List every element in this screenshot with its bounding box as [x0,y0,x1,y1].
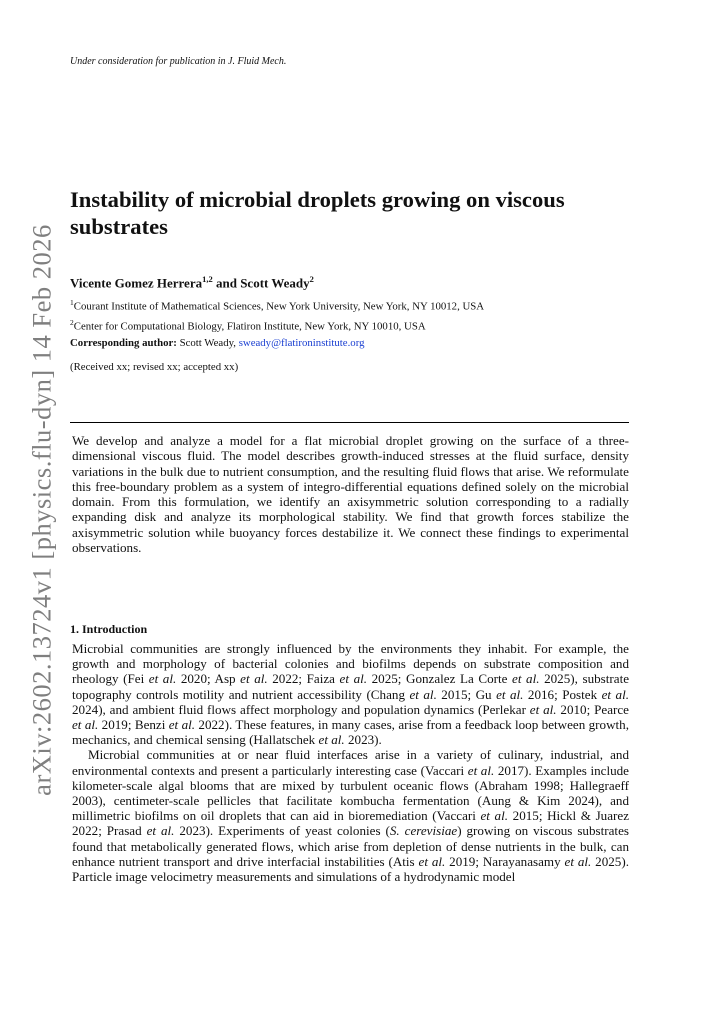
arxiv-identifier: arXiv:2602.13724v1 [physics.flu-dyn] 14 Feb 2026 [26,224,57,796]
section-heading: 1. Introduction [70,622,148,636]
italic-text: et al. [318,732,345,748]
italic-text: et al. [512,671,540,687]
text-run: Microbial communities are strongly influenced by the environments they inhabit. For example, the growth and morphology of bacterial colonies and biofilms depends on substrate composition and rheology (Fei [72,641,629,687]
text-run: 2022). These features, in many cases, arise from a feedback loop between growth, mechanics, and chemical sensing (Hallatschek [72,717,630,748]
italic-text: et al. [72,717,99,733]
author-name: Scott Weady [240,275,310,291]
journal-header: Under consideration for publication in J. Fluid Mech. [70,56,287,67]
italic-text: et al. [564,853,592,869]
text-run: 2023). [344,732,382,748]
arxiv-sidebar [20,200,64,820]
italic-text: et al. [146,823,175,839]
abstract: We develop and analyze a model for a flat microbial droplet growing on the surface of a three-dimensional viscous fluid. The model describes growth-induced stresses at the fluid surface, density variations in the bulk due to nutrient consumption, and the resulting fluid flows that arise. We reformulate this free-boundary problem as a system of integro-differential equations defined solely on the microbial domain. From this formulation, we identify an axisymmetric solution corresponding to a radially expanding disk and analyze its morphological stability. We find that growth forces stabilize the axisymmetric solution while buoyancy forces destabilize it. We connect these findings to experimental observations. [72,433,629,556]
text-run: 2015; Hickl & Juarez 2022; Prasad [72,808,630,839]
text-run: 2010; Pearce [556,701,629,717]
corresponding-name: Scott Weady, [176,337,239,349]
text-run: 2019; Narayanasamy [445,853,565,869]
paragraph [72,641,629,747]
italic-text: et al. [480,808,509,824]
text-run: 2022; Faiza [267,671,340,687]
italic-text: et al. [467,762,495,778]
author-list [70,274,314,291]
italic-text: et al. [240,671,268,687]
italic-text: et al. [529,701,557,717]
header-divider [70,422,629,423]
affiliation-1 [70,298,484,313]
text-run: 2017). Examples include kilometer-scale algal blooms that are mixed by turbulent oceanic flows (Abraham 1998; Hallegraeff 2003), centimeter-scale pellicles that facilitate kombucha fermentation (Aung & Kim 2024), and millimetric biofilms on oil droplets that can aid in bioremediation (Vaccari [72,762,629,824]
italic-text: et al. [409,686,437,702]
corresponding-email-link[interactable]: sweady@flatironinstitute.org [238,337,365,349]
italic-text: et al. [339,671,368,687]
text-run: 2015; Gu [436,686,497,702]
text-run: 2019; Benzi [98,717,169,733]
author-name: Vicente Gomez Herrera [70,275,203,291]
affiliation-2 [70,318,426,333]
text-run: 2025). Particle image velocimetry measurements and simulations of a hydrodynamic model [72,853,629,885]
text-run: 2020; Asp [176,671,241,687]
text-run: 2016; Postek [523,686,602,702]
text-run: 2025), substrate topography controls motility and nutrient accessibility (Chang [72,671,630,702]
corresponding-author [70,337,365,349]
italic-text: et al. [418,853,446,869]
author-affiliation-marker: 1,2 [202,274,213,284]
text-run: 2024), and ambient fluid flows affect morphology and population dynamics (Perlekar [72,701,530,717]
affiliation-text: Courant Institute of Mathematical Sciences, New York University, New York, NY 10012, USA [73,300,485,313]
italic-text: et al. [496,686,524,702]
author-affiliation-marker: 2 [309,274,314,284]
paper-title: Instability of microbial droplets growing on viscous substrates [70,187,565,239]
introduction-body [72,641,629,884]
italic-text: et al. [148,671,177,687]
text-run: 2025; Gonzalez La Corte [367,671,513,687]
italic-text: et al. [601,686,629,702]
text-run: Microbial communities at or near fluid interfaces arise in a variety of culinary, industrial, and environmental contexts and present a particularly interesting case (Vaccari [72,747,629,778]
italic-text: S. cerevisiae [389,823,458,839]
corresponding-label: Corresponding author: [70,337,177,349]
author-joiner: and [212,275,241,291]
text-run: 2023). Experiments of yeast colonies ( [174,823,390,839]
text-run: ) growing on viscous substrates found that metabolically generated flows, which arise from depletion of dense nutrients in the bulk, can enhance nutrient transport and drive interfacial instabilities (Atis [72,823,629,869]
italic-text: et al. [168,717,196,733]
affiliation-marker: 2 [70,318,74,327]
received-dates: (Received xx; revised xx; accepted xx) [70,361,239,373]
paragraph [72,747,629,884]
affiliation-text: Center for Computational Biology, Flatiron Institute, New York, NY 10010, USA [73,320,426,333]
affiliation-marker: 1 [70,298,74,307]
